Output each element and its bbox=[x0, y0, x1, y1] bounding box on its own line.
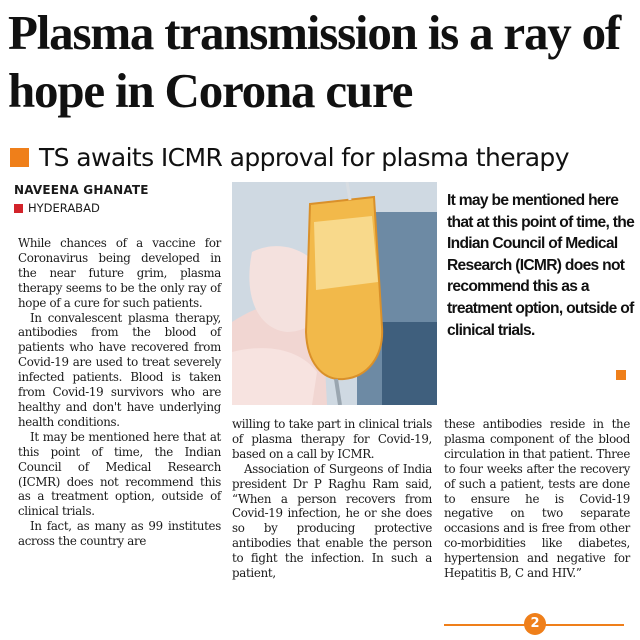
subheadline bbox=[10, 140, 630, 174]
orange-square-bullet-icon bbox=[10, 148, 29, 167]
column-2-paragraph-1: willing to take part in clinical trials of plasma therapy for Covid-19, based on a call by ICMR. bbox=[232, 417, 432, 461]
article-column-1 bbox=[18, 236, 221, 549]
plasma-bag-photo bbox=[232, 182, 437, 405]
column-2-paragraph-2: Association of Surgeons of India president Dr P Raghu Ram said, “When a person recovers from Covid-19 infection, he or she does so by producing protective antibodies that enable the person to fight the infection. In such a patient, bbox=[232, 461, 432, 581]
column-1-paragraph-1: While chances of a vaccine for Coronavirus being developed in the near future grim, plasma therapy seems to be the only ray of hope of a cure for such patients. bbox=[18, 236, 221, 310]
article-column-2 bbox=[232, 417, 432, 581]
pull-quote: It may be mentioned here that at this point of time, the Indian Council of Medical Research (ICMR) does not recommend this as a treatment option, outside of clinical trials. bbox=[447, 192, 635, 339]
byline-author: NAVEENA GHANATE bbox=[14, 183, 149, 197]
article-column-3 bbox=[444, 417, 630, 581]
column-3-paragraph-1: these antibodies reside in the plasma component of the blood circulation in that patient. Three to four weeks after the recovery of such a patient, tests are done to ensure he is Covid-19 negative on two separate occasions and is free from other co-morbidities like diabetes, hypertension and negative for Hepatitis B, C and HIV.” bbox=[444, 417, 630, 581]
headline: Plasma transmission is a ray of hope in Corona cure bbox=[8, 5, 621, 118]
subheadline-text: TS awaits ICMR approval for plasma therapy bbox=[39, 142, 569, 172]
byline-place bbox=[14, 201, 100, 215]
pull-quote-end-mark bbox=[616, 370, 626, 380]
column-1-paragraph-3: It may be mentioned here that at this point of time, the Indian Council of Medical Research (ICMR) does not recommend this as a treatment option, outside of clinical trials. bbox=[18, 429, 221, 519]
red-square-bullet-icon bbox=[14, 204, 23, 213]
column-1-paragraph-4: In fact, as many as 99 institutes across the country are bbox=[18, 519, 221, 549]
byline-place-text: HYDERABAD bbox=[28, 201, 100, 215]
column-1-paragraph-2: In convalescent plasma therapy, antibodies from the blood of patients who have recovered from Covid-19 are used to treat severely infected patients. Blood is taken from Covid-19 survivors who are healthy and don't have underlying health conditions. bbox=[18, 310, 221, 429]
plasma-bag-illustration-icon bbox=[232, 182, 437, 405]
page-number-badge: 2 bbox=[524, 613, 546, 635]
